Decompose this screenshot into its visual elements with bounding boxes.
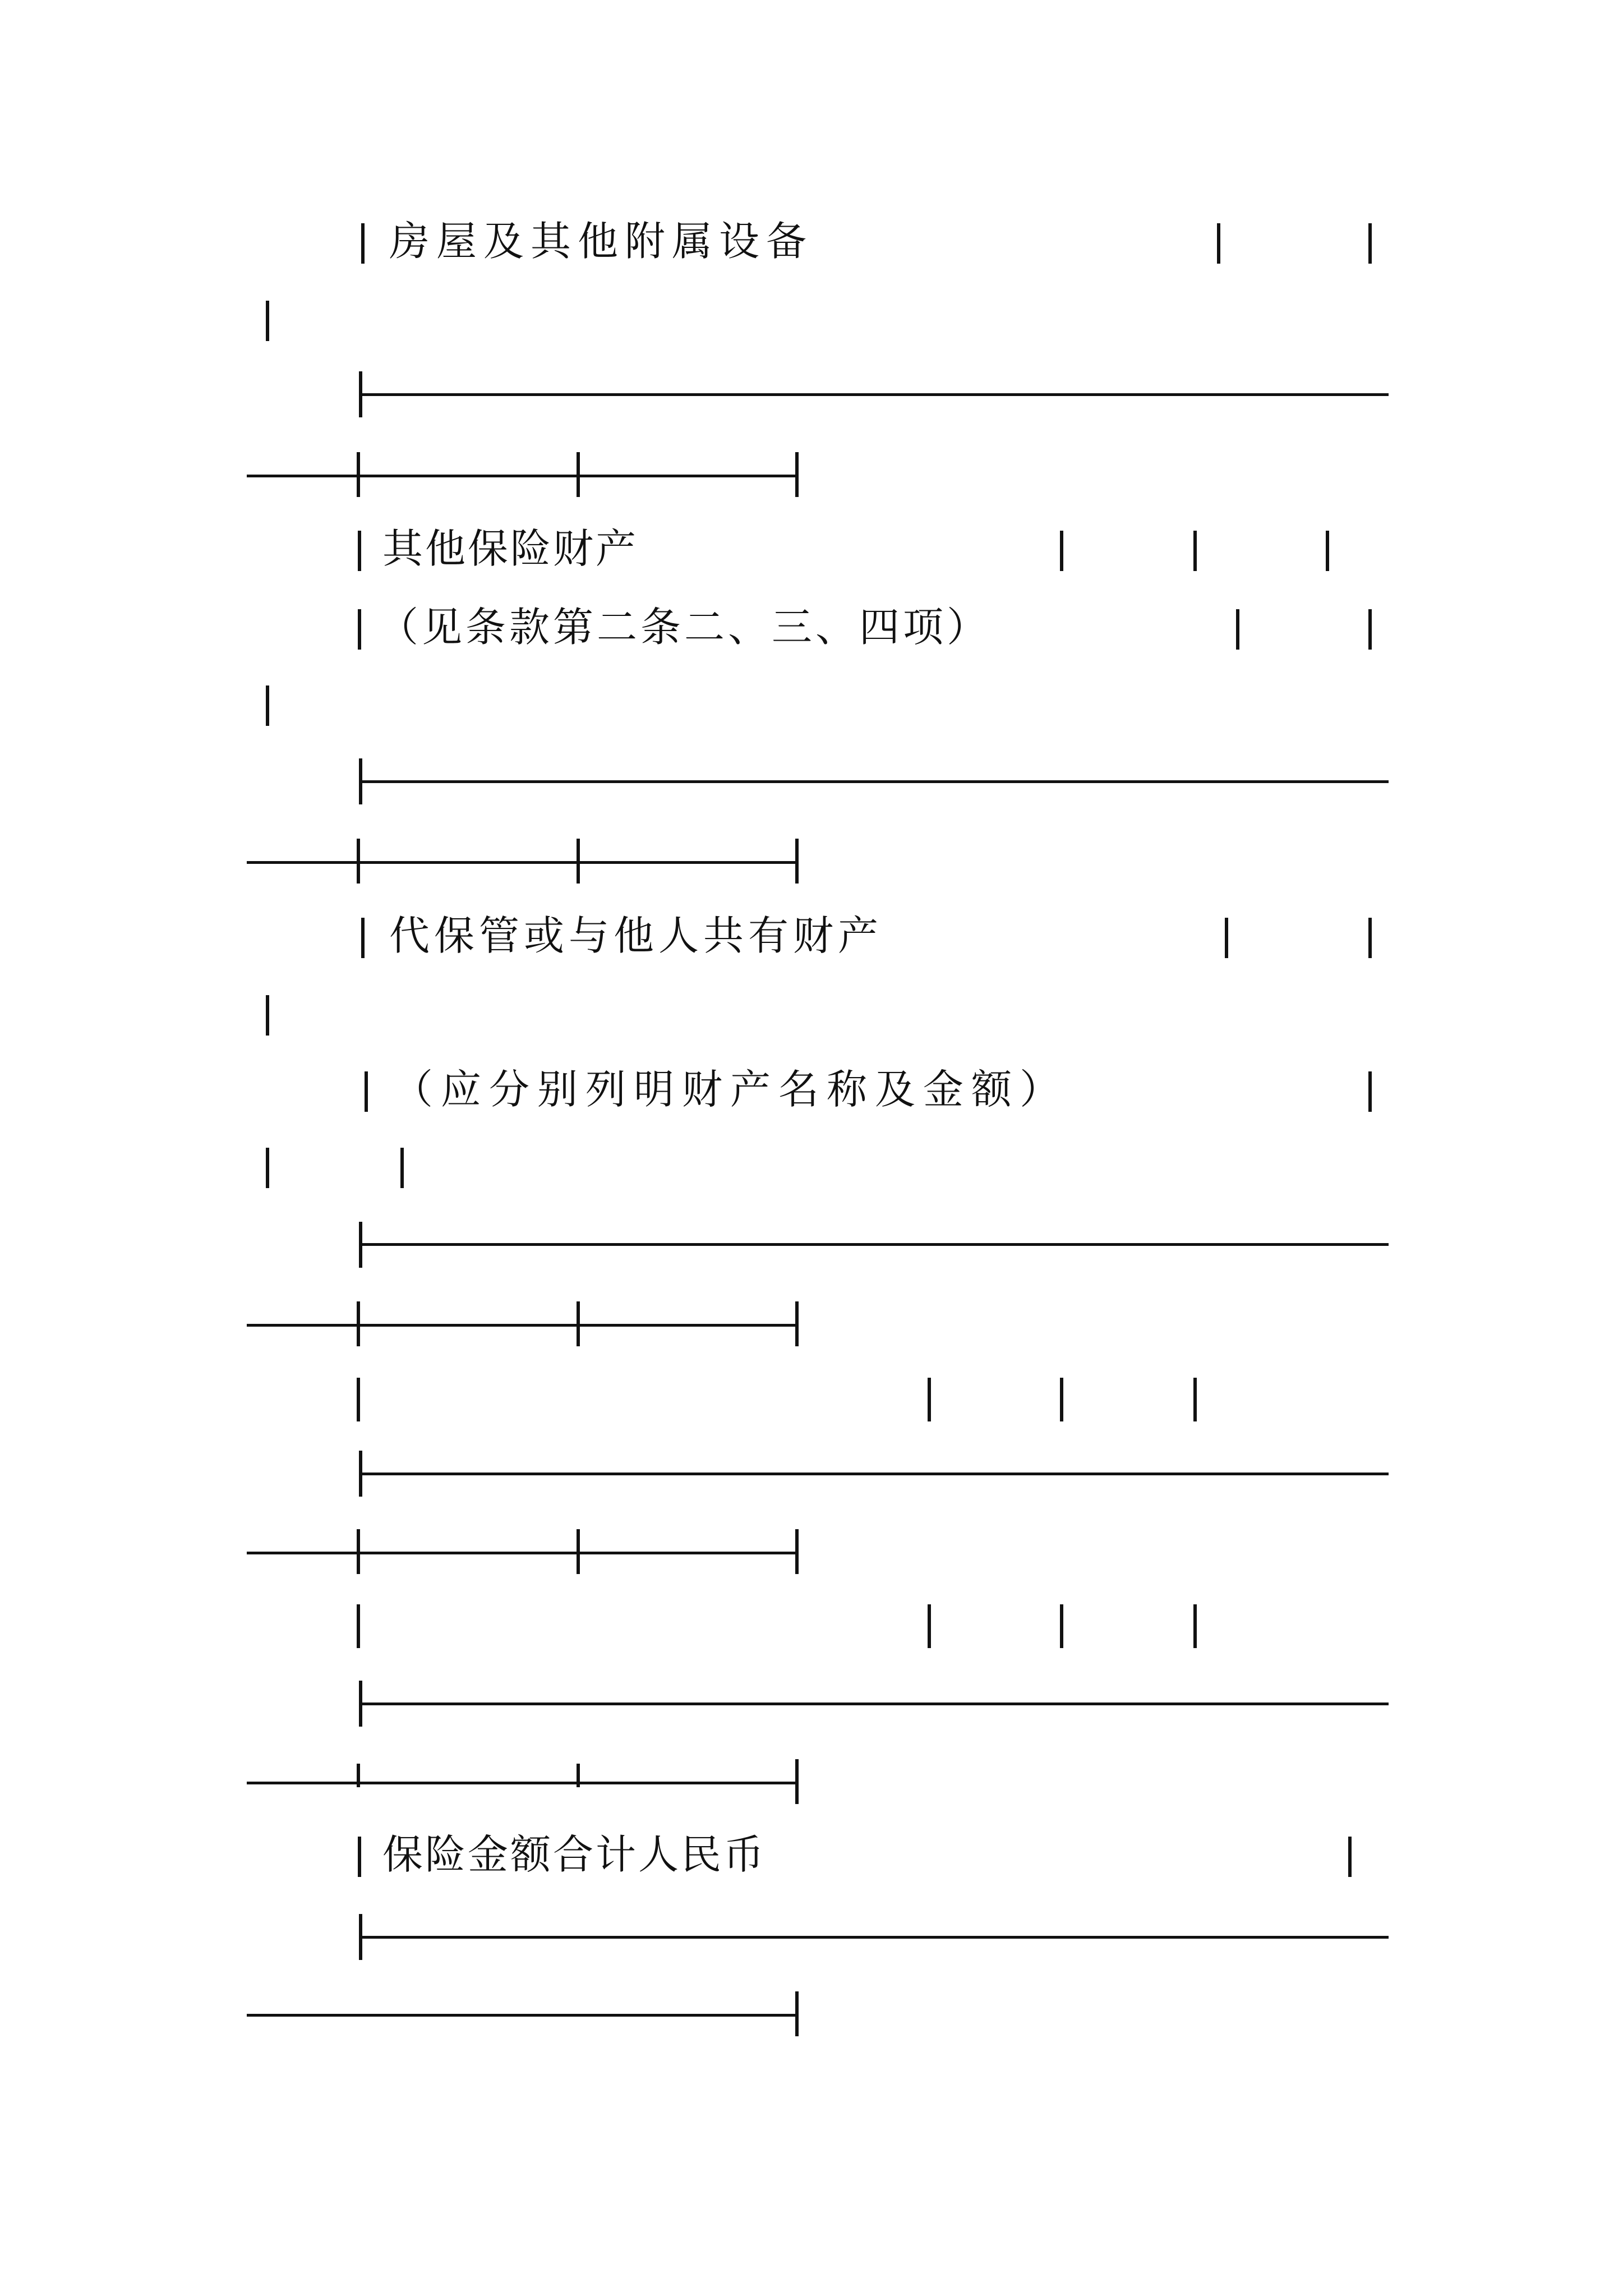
- row-label: （应分别列明财产名称及金额）: [393, 1066, 1068, 1113]
- table-border: [577, 1529, 580, 1574]
- row-label: 代保管或与他人共有财产: [389, 912, 883, 959]
- table-border: [1368, 1071, 1372, 1112]
- table-border: [1060, 531, 1063, 571]
- table-border: [357, 1764, 360, 1787]
- table-border: [795, 1759, 799, 1804]
- table-border: [357, 1529, 360, 1574]
- table-border: [577, 452, 580, 497]
- table-divider: [359, 393, 1389, 396]
- table-border: [266, 685, 269, 726]
- table-divider: [247, 861, 797, 864]
- table-divider: [359, 1243, 1389, 1246]
- table-divider: [247, 2014, 797, 2017]
- row-label: 房屋及其他附属设备: [389, 218, 814, 265]
- table-border: [357, 1301, 360, 1346]
- table-border: [266, 301, 269, 341]
- table-border: [357, 452, 360, 497]
- table-divider: [247, 1324, 797, 1327]
- table-border: [365, 1071, 368, 1112]
- table-border: [1348, 1837, 1352, 1877]
- row-label: （见条款第二条二、三、四项）: [378, 604, 991, 651]
- table-border: [795, 1301, 799, 1346]
- table-border: [1368, 223, 1372, 264]
- table-border: [795, 1529, 799, 1574]
- table-border: [1060, 1604, 1063, 1648]
- table-divider: [359, 1473, 1389, 1475]
- table-divider: [247, 1782, 797, 1784]
- table-divider: [359, 1703, 1389, 1705]
- table-border: [358, 1837, 361, 1877]
- table-border: [358, 609, 361, 650]
- table-border: [577, 1301, 580, 1346]
- table-border: [928, 1378, 931, 1421]
- table-border: [1236, 609, 1239, 650]
- table-border: [928, 1604, 931, 1648]
- table-border: [358, 531, 361, 571]
- table-border: [1193, 531, 1197, 571]
- table-border: [266, 1148, 269, 1188]
- table-border: [1368, 918, 1372, 958]
- table-border: [1193, 1378, 1197, 1421]
- table-border: [1217, 223, 1220, 264]
- row-label: 其他保险财产: [382, 525, 639, 572]
- table-border: [357, 1378, 360, 1421]
- table-border: [266, 995, 269, 1036]
- table-border: [795, 452, 799, 497]
- table-divider: [247, 475, 797, 477]
- table-border: [1193, 1604, 1197, 1648]
- table-border: [795, 1991, 799, 2036]
- table-border: [1225, 918, 1228, 958]
- table-border: [357, 1604, 360, 1648]
- table-border: [577, 1764, 580, 1787]
- table-divider: [247, 1552, 797, 1554]
- row-label: 保险金额合计人民币: [382, 1831, 767, 1878]
- table-border: [795, 839, 799, 884]
- table-border: [361, 223, 365, 264]
- table-border: [577, 839, 580, 884]
- table-border: [357, 839, 360, 884]
- table-border: [400, 1148, 404, 1188]
- table-border: [361, 918, 365, 958]
- table-border: [1060, 1378, 1063, 1421]
- table-border: [1326, 531, 1329, 571]
- table-divider: [359, 780, 1389, 783]
- table-border: [1368, 609, 1372, 650]
- table-divider: [359, 1936, 1389, 1939]
